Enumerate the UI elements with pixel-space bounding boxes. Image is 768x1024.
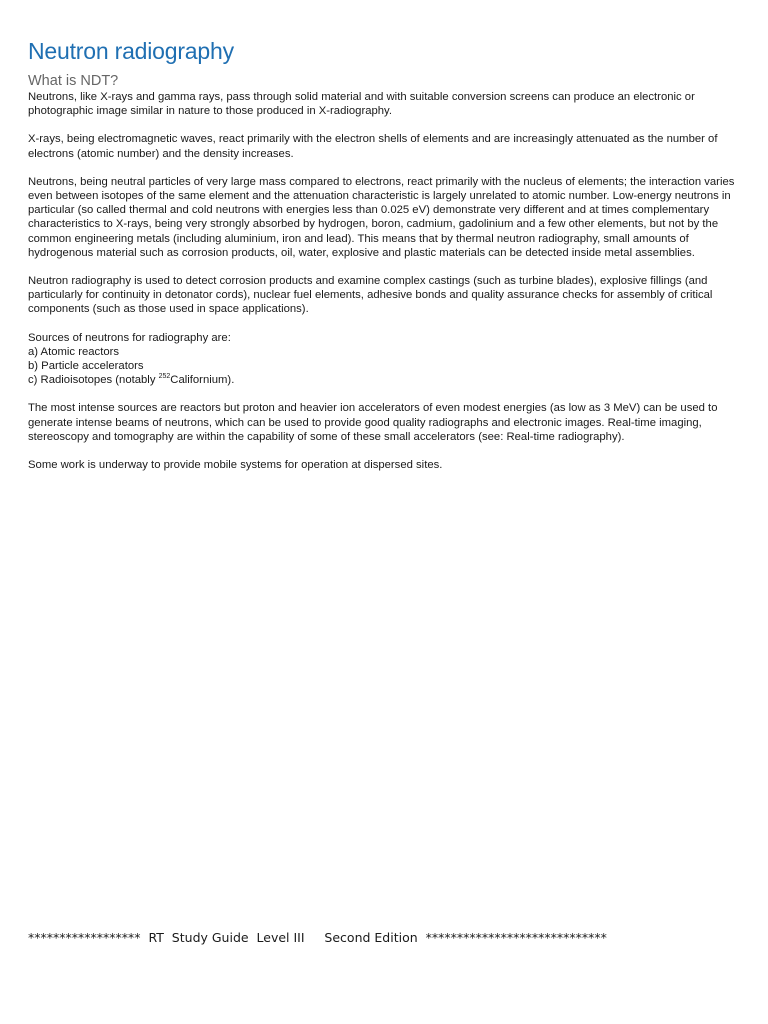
sources-item-reactors: a) Atomic reactors: [28, 345, 120, 358]
isotope-mass-number: 252: [158, 373, 171, 381]
sources-item-accelerators: b) Particle accelerators: [28, 359, 144, 372]
paragraph-neutrons-intro: Neutrons, like X-rays and gamma rays, pass through solid material and with suitable conversion screens can produce an electronic or photographic image similar in nature to those produced in X-radiography.: [28, 91, 695, 118]
paragraph-accelerators: The most intense sources are reactors but proton and heavier ion accelerators of even modest energies (as low as 3 MeV) can be used to generate intense beams of neutrons, which can be used to provide good quality radiographs and electronic images. Real-time imaging, stereoscopy and tomography are within the capability of some of these small accelerators (see: Real-time radiography).: [28, 402, 718, 443]
document-page: [28, 36, 756, 486]
paragraph-neutron-interaction: Neutrons, being neutral particles of very large mass compared to electrons, react primarily with the nucleus of elements; the interaction varies even between isotopes of the same element and the attenuation characteristic is largely unrelated to atomic number. Low-energy neutrons in particular (so called thermal and cold neutrons with energies less than 0.025 eV) demonstrate very different and at times complementary characteristics to X-rays, being very strongly absorbed by hydrogen, boron, cadmium, gadolinium and a few other elements, but not by the common engineering metals (including aluminium, iron and lead). This means that by thermal neutron radiography, small amounts of hydrogenous material such as corrosion products, oil, water, explosive and plastic materials can be detected inside metal assemblies.: [28, 175, 735, 259]
paragraph-mobile-systems: Some work is underway to provide mobile systems for operation at dispersed sites.: [28, 458, 443, 471]
paragraph-xrays: X-rays, being electromagnetic waves, react primarily with the electron shells of elements and are increasingly attenuated as the number of electrons (atomic number) and the density increases.: [28, 133, 718, 160]
sources-item-radioisotopes: [28, 373, 756, 387]
page-footer: ****************** RT Study Guide Level III Second Edition *****************************: [28, 930, 607, 945]
sources-intro: Sources of neutrons for radiography are:: [28, 331, 231, 344]
page-title: Neutron radiography: [28, 38, 234, 64]
radioisotopes-suffix: Californium).: [170, 374, 235, 387]
radioisotopes-prefix: c) Radioisotopes (notably: [28, 374, 159, 387]
page-subtitle: What is NDT?: [28, 73, 119, 89]
paragraph-applications: Neutron radiography is used to detect corrosion products and examine complex castings (such as turbine blades), explosive fillings (and particularly for continuity in detonator cords), nuclear fuel elements, adhesive bonds and quality assurance checks for assembly of critical components (such as those used in space applications).: [28, 274, 713, 316]
sources-list: [28, 331, 756, 388]
